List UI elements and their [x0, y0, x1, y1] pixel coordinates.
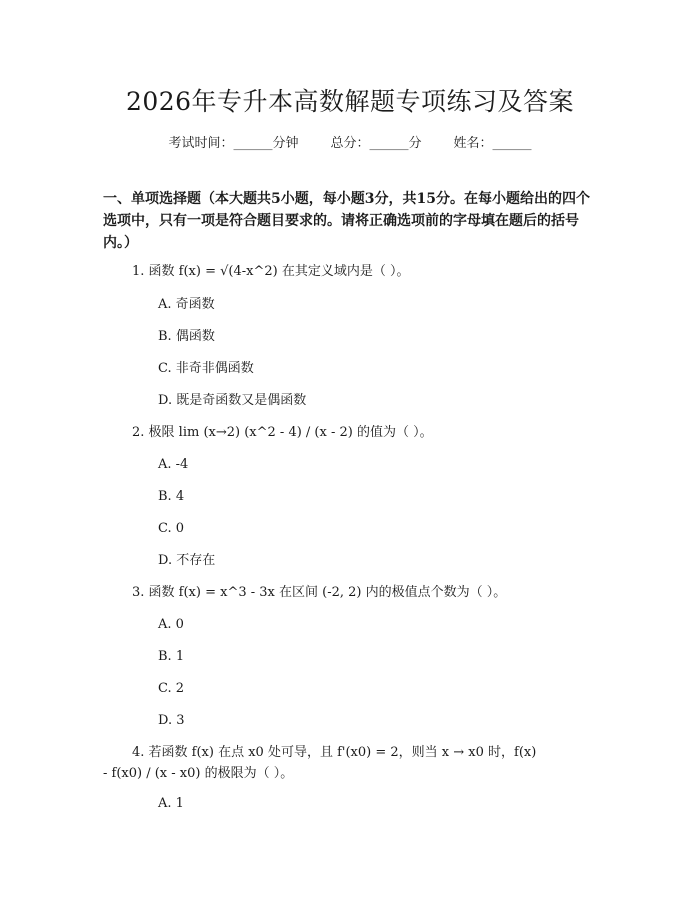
section-heading: 一、单项选择题（本大题共5小题，每小题3分，共15分。在每小题给出的四个选项中，只有一项是符合题目要求的。请将正确选项前的字母填在题后的括号内。） [103, 191, 590, 251]
question-1-option-d: D. 既是奇函数又是偶函数 [158, 393, 307, 408]
question-3-option-c: C. 2 [158, 681, 185, 696]
question-4-stem-line-2: - f(x0) / (x - x0) 的极限为（ ）。 [103, 766, 294, 781]
question-4-stem-line-1: 4. 若函数 f(x) 在点 x0 处可导，且 f'(x0) = 2，则当 x → x0 时，f(x) [132, 745, 537, 760]
document-title: 2026年专升本高数解题专项练习及答案 [125, 87, 575, 116]
question-1-stem: 1. 函数 f(x) = √(4-x^2) 在其定义域内是（ ）。 [132, 264, 410, 279]
exam-time: 考试时间：______分钟 [168, 136, 299, 151]
question-2-option-d: D. 不存在 [158, 553, 216, 568]
question-2-option-b: B. 4 [158, 489, 185, 504]
question-2-stem: 2. 极限 lim (x→2) (x^2 - 4) / (x - 2) 的值为（ ）。 [132, 425, 433, 440]
question-1-option-a: A. 奇函数 [158, 297, 215, 312]
question-2-option-a: A. -4 [158, 457, 189, 472]
question-3-option-d: D. 3 [158, 713, 185, 728]
question-3-option-b: B. 1 [158, 649, 185, 664]
question-3-option-a: A. 0 [158, 617, 184, 632]
exam-score: 总分：______分 [330, 136, 422, 151]
question-1-option-b: B. 偶函数 [158, 329, 215, 344]
question-3-stem: 3. 函数 f(x) = x^3 - 3x 在区间 (-2, 2) 内的极值点个数为（ ）。 [132, 585, 507, 600]
question-2-option-c: C. 0 [158, 521, 185, 536]
exam-meta [0, 132, 700, 151]
question-1-option-c: C. 非奇非偶函数 [158, 361, 254, 376]
question-4-option-a: A. 1 [158, 796, 184, 811]
exam-name: 姓名：______ [453, 136, 532, 151]
